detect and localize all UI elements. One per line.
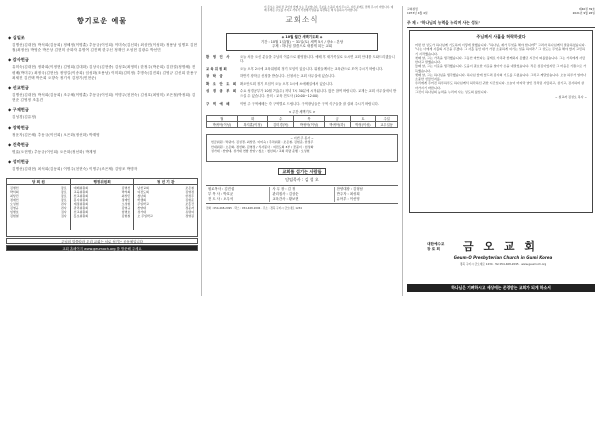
prayer-day: 토 bbox=[350, 116, 376, 122]
news-text: 하반기 장학금 신청을 받습니다. 신청서는 교회 사무실에 있습니다. bbox=[240, 74, 336, 79]
org-role: 친교위원회 bbox=[73, 210, 89, 215]
sermon-paragraph: 둘째 날, 그는 이웃을 생각했습니다. 도움이 필요한 이웃을 찾아가 손을 내밀었습니다. 작은 섬김이었지만 그 마음은 기쁨으로 가득했습니다. bbox=[415, 64, 587, 73]
offering-sections bbox=[6, 35, 198, 172]
news-text: 확오안도회 정기 모임이 오늘 오후 1시에 소예배실에서 있습니다. bbox=[240, 81, 334, 86]
issue-date: 2021년 9월 26일 bbox=[572, 10, 595, 15]
org-row bbox=[74, 214, 131, 218]
prayer-day: 금 bbox=[324, 116, 350, 122]
offering-names: 김병선(김대현) 박석희(김동희) 조주혜(이명훈) 추동규(이인희) 이명주(천현숙) 김성호(최영미) 조은철(박정희) 김현준 김영정 조흥건 bbox=[12, 93, 196, 103]
founding-info bbox=[407, 8, 428, 16]
prayer-day: 월 bbox=[207, 116, 238, 122]
org-role: 박석희 bbox=[10, 190, 19, 195]
news-title: 교회소식 bbox=[285, 15, 319, 24]
prayer-leader: 박귀아(이성) bbox=[294, 122, 325, 128]
service-notice-title: ~ 이번 주 봉사 ~ bbox=[290, 136, 314, 141]
sermon-paragraph: 그것이 하나님의 능력을 누리며 사는 성도의 삶입니다. bbox=[415, 89, 488, 94]
news-label: 구 역 예 배 bbox=[206, 101, 231, 106]
org-header-2: 행정위원회 bbox=[71, 179, 135, 184]
news-text: 수요 성경공부가 10월 7일(수) 저녁 7시 30분에 시작됩니다. 많은 참여 바랍니다. 교재는 교회 사무실에서 받으실 수 있습니다. 문의 : 교육 전도사 (10:00~12:00) bbox=[240, 89, 397, 99]
staff-member: 교육간사 : 황보현 bbox=[272, 196, 299, 201]
staff-heading-text: 교회를 섬기는 사람들 bbox=[278, 168, 325, 175]
offering-heading: ◆ 감사헌금 bbox=[8, 57, 29, 63]
staff-member: 관리집사 : 김상순 bbox=[272, 192, 299, 197]
org-person: 집사 bbox=[60, 210, 67, 215]
prayer-leader: 교우일동 bbox=[376, 122, 398, 128]
offering-column bbox=[6, 8, 198, 251]
org-header-3: 청 년 기 관 bbox=[156, 180, 175, 185]
org-person: 김영정 bbox=[185, 190, 195, 195]
org-role: 오 주일학교 bbox=[137, 214, 153, 219]
staff-member: 부 목 사 : 박호균 bbox=[208, 192, 234, 197]
org-person: 임병호 bbox=[121, 210, 131, 215]
founding-label: 교회설립 bbox=[407, 7, 418, 11]
org-role: 주일학교 bbox=[137, 202, 149, 207]
org-person: 장로 bbox=[60, 194, 67, 199]
sermon-paragraph: 어떤 한 성도가 하나님께 기도하며 이렇게 말했습니다. "하나님, 제가 무엇을 해야 합니까?" 그러자 하나님께서 말씀하셨습니다. bbox=[415, 43, 586, 47]
issue-number: 제40권 39호 bbox=[578, 7, 595, 11]
org-column bbox=[7, 185, 71, 230]
contact-footer: 전화 : 054-468-2095 · 팩스 : 054-468-2096 · 주소 : 경북 구미시 금오대로 1234 bbox=[206, 206, 302, 210]
prayer-leader: 박정(이성) bbox=[350, 122, 376, 128]
news-label: 장 학 금 bbox=[206, 74, 224, 79]
dawn-prayer-theme: 주제 : 하나님 말씀으로 새롭게 되는 교회 bbox=[271, 44, 332, 48]
denomination-line-1: 대한예수교 bbox=[427, 242, 445, 246]
org-role: 김병선 bbox=[10, 186, 19, 191]
offering-names: 김병선(김대현) 최석희(김동희) 이명주(천현숙) 이명주(조은제) 김영조 박명자 bbox=[12, 167, 138, 172]
dawn-prayer-title: ◈ 10월 월간 새벽기도회 ◈ bbox=[281, 35, 323, 39]
church-address: 경북 구미시 금오대로 1234 · Tel 054-468-2095 · www.geumoch.org bbox=[459, 262, 547, 266]
org-row bbox=[137, 214, 194, 218]
staff-member: 반주자 : 최성희 bbox=[336, 192, 360, 197]
yearly-theme: 주 제 : "하나님의 능력을 누리며 사는 성도" bbox=[407, 20, 595, 28]
org-person: 장로 bbox=[60, 198, 67, 203]
org-role: 예배위원회 bbox=[73, 186, 89, 191]
cover-column bbox=[407, 8, 595, 298]
org-role: 성가대 bbox=[137, 210, 147, 215]
org-role: 선교위원회 bbox=[73, 194, 89, 199]
offering-names: 명효(오현명) 추동규(이인희) 오은화(정선화) 박계영 bbox=[12, 149, 97, 154]
prayer-day: 주일 bbox=[376, 116, 398, 122]
news-item bbox=[206, 67, 398, 72]
prayer-table bbox=[206, 115, 398, 128]
news-label: 교육위원회 bbox=[206, 66, 228, 71]
service-notice-line: 헌금위원 : 박귀아, 김성경, 최상민, 이미숙 / 주차위원 : 조은철, 김현준, 한정주 bbox=[211, 140, 314, 145]
prayer-day: 화 bbox=[237, 116, 268, 122]
top-note: 이 주보는 교회 전 교인이 함께 보는 주보입니다. 주보를 소중히 여겨 주시고, 다른 분께도 전해 주시기 바랍니다. 예배 후에는 주보를 가지고 가셔서 가정에서 말씀을 묵상하는 데 사용하시기 바랍니다. bbox=[264, 6, 394, 13]
prayer-leader: 복지훈(이정) bbox=[237, 122, 268, 128]
org-column bbox=[71, 185, 135, 230]
org-role: 재정위원회 bbox=[73, 202, 89, 207]
service-notice-lines bbox=[211, 140, 393, 153]
org-role: 정재인 bbox=[10, 198, 19, 203]
org-column bbox=[134, 185, 197, 230]
org-role: 관리위원회 bbox=[73, 206, 89, 211]
staff-member: 찬양대장 : 김형남 bbox=[336, 187, 363, 192]
offering-names: 정운자(김은혜) 추동규(이인희) 오은화(정선화) 박계영 bbox=[12, 132, 100, 137]
service-notice-line: 안내위원 : 오은화, 정선화, 김영정 / 식사봉사 : 여전도회 3부 / 꽃꽂이 : 임성화 bbox=[211, 144, 314, 149]
org-person: 장로 bbox=[60, 190, 67, 195]
offering-heading: ◆ 성미헌금 bbox=[8, 159, 29, 165]
staff-grid bbox=[206, 185, 398, 203]
church-motto: 하나님은 기뻐하시고 세상에는 존경받는 교회가 되게 하소서 bbox=[407, 284, 595, 292]
news-label: 확 오 안 도 회 bbox=[206, 81, 238, 86]
staff-member: 사 무 장 : 김 정 bbox=[272, 187, 296, 192]
org-role: 남선교회 bbox=[137, 186, 149, 191]
staff-column bbox=[269, 187, 333, 201]
prayer-leader: 박귀아(하) bbox=[324, 122, 350, 128]
church-identity bbox=[407, 236, 595, 276]
org-person: 정재인 bbox=[121, 198, 131, 203]
org-role: 김현철 bbox=[10, 214, 19, 219]
issue-info bbox=[573, 8, 595, 16]
info-bar: 주님의 말씀따라 우리 교회는 서로 섬기는 공동체입니다 bbox=[6, 238, 198, 244]
org-header-1: 당 회 원 bbox=[7, 179, 71, 184]
service-notice-line: 성가대 : 찬양대, 성가대 연합 찬양 / 청소 : 청년회 / 교회 차량 운행 : 오성현 bbox=[211, 148, 310, 153]
organization-grid bbox=[7, 185, 197, 230]
prayer-day: 목 bbox=[294, 116, 325, 122]
staff-member: 원로목사 : 김진섭 bbox=[208, 187, 235, 192]
news-label: 환 영 인 사 bbox=[206, 54, 231, 59]
org-person: 유명여 bbox=[185, 210, 195, 215]
prayer-leader: 박귀아(이성) bbox=[207, 122, 238, 128]
prayer-leaders-row bbox=[207, 122, 398, 128]
org-person: 장로 bbox=[60, 186, 67, 191]
org-person: 집사 bbox=[60, 214, 67, 219]
sermon-title: 주님께서 사흘을 허락하셨다 bbox=[476, 34, 526, 39]
organization-box bbox=[6, 178, 198, 237]
news-text: 오늘 오후 2시에 교육위원회 정기 모임이 있습니다. 위원들께서는 교육관으로 모여 주시기 바랍니다. bbox=[240, 66, 384, 71]
news-list bbox=[206, 55, 398, 107]
news-column bbox=[206, 8, 398, 210]
news-item bbox=[206, 102, 398, 107]
org-role: 학생회 bbox=[137, 198, 147, 203]
org-role: 최상민 bbox=[10, 194, 19, 199]
sermon-body bbox=[415, 43, 587, 94]
org-person: 정운자 bbox=[185, 206, 195, 211]
staff-heading bbox=[206, 169, 398, 175]
offering-title: 향기로운 예물 bbox=[76, 17, 127, 25]
org-person: 한정주 bbox=[185, 194, 195, 199]
offering-names: 김성경(김유정) bbox=[12, 115, 37, 120]
org-person: 김병선 bbox=[121, 186, 131, 191]
staff-member: 전 도 사 : 오우석 bbox=[208, 196, 234, 201]
org-role: 홍보위원회 bbox=[73, 214, 89, 219]
staff-column bbox=[334, 187, 398, 201]
org-role: 김영규 bbox=[10, 206, 19, 211]
org-person: 김현준 bbox=[185, 198, 195, 203]
news-text: 오늘 처음 오신 분들을 주님의 이름으로 환영합니다. 예배 후 새가족실로 오시면 교회 안내를 도와드리겠습니다. bbox=[240, 54, 395, 64]
org-person: 조은철 bbox=[185, 186, 195, 191]
sermon-author: ~ 설교자 김성오 목사 ~ bbox=[554, 95, 587, 99]
news-item bbox=[206, 89, 398, 98]
service-notice-box bbox=[206, 134, 398, 162]
org-person: 권사 bbox=[60, 206, 67, 211]
prayer-day: 수 bbox=[268, 116, 294, 122]
org-person: 박석희 bbox=[121, 190, 131, 195]
staff-column bbox=[206, 187, 269, 201]
news-item bbox=[206, 74, 398, 79]
org-person: 최상민 bbox=[121, 194, 131, 199]
offering-heading: ◆ 구제헌금 bbox=[8, 107, 29, 113]
homepage-bar[interactable]: 교회 홈페이지 www.geumoch.org 를 방문해 주세요 bbox=[6, 245, 198, 251]
sermon-paragraph: 첫째 날, 그는 가족을 생각했습니다. 그동안 바쁘다는 핑계로 가족과 함께하지 못했던 시간이 떠올랐습니다. 그는 가족에게 사랑한다고 말했습니다. bbox=[415, 55, 586, 64]
news-text: 이번 주 구역예배는 각 구역별로 드립니다. 구역장님들은 구역 식구들을 잘 살펴 주시기 바랍니다. bbox=[240, 101, 379, 106]
offering-names: 김병선(김대현) 박석희(김동희) 정혜정(이명훈) 추동규(이인희) 이미숙(김신화) 최상민(이성화) 정용남 임병호 김현철(최정선) 박영순 박은상 김현미 송화자 유명여 김진택 한주신 정재인 오성현 김광수 박선민 bbox=[12, 43, 198, 53]
org-role: 찬양대 bbox=[137, 206, 147, 211]
org-person: 김현철 bbox=[121, 214, 131, 219]
denomination bbox=[427, 242, 444, 252]
prayer-leader: 김미경(목) bbox=[268, 122, 294, 128]
org-row bbox=[10, 214, 67, 218]
org-role: 교육위원회 bbox=[73, 190, 89, 195]
staff-member: 유아부 : 이선영 bbox=[336, 196, 360, 201]
org-person: 권사 bbox=[60, 202, 67, 207]
org-role: 오성현 bbox=[10, 202, 19, 207]
org-role: 청년회 bbox=[137, 194, 147, 199]
org-person: 조흥건 bbox=[185, 202, 195, 207]
denomination-line-2: 장 로 회 bbox=[427, 247, 440, 251]
sermon-box bbox=[409, 30, 593, 213]
column-divider bbox=[201, 6, 202, 296]
org-role: 임병호 bbox=[10, 210, 19, 215]
church-english-name: Geum-O Presbyterian Church in Gumi Korea bbox=[453, 255, 553, 260]
prayer-label: < 주간 새벽기도 > bbox=[288, 110, 316, 115]
dawn-prayer-period: 기간 : 10월 1일(월) ~ 31일(토) 새벽 5시 / 장소 : 본당 bbox=[260, 39, 344, 44]
offering-names: 유미숙(김대현) 정화희(이정현) 김영희(김대화) 김상국(김현중) 김성호(최영미) 한정주(박운희) 김한결(정명혜) 전평배(박미주) 최정국(김현선) 정영길(이송희) 임성화(조용남) 이미희(김미정) 추명숙(김진희) 김영규 김신희 한용구 최세진 김진택 박은희 오향숙 정기석 김정기(민현준) bbox=[12, 65, 198, 80]
sermon-paragraph: "나는 너에게 사흘의 시간을 주겠다. 그 사흘 동안 네가 가장 소중하게 여기는 일을 하여라." 그 성도는 무엇을 해야 할지 고민하기 시작했습니다. bbox=[415, 47, 585, 56]
news-item bbox=[206, 55, 398, 64]
news-label: 성 경 공 부 회 bbox=[206, 89, 238, 94]
sermon-paragraph: 셋째 날, 그는 하나님을 생각했습니다. 하나님 앞에 엎드려 감사의 기도를 드렸습니다. 그리고 깨달았습니다. 오늘 하루가 얼마나 소중한 선물인지를. bbox=[415, 72, 587, 81]
org-person: 오성현 bbox=[121, 202, 131, 207]
news-item bbox=[206, 82, 398, 87]
church-name: 금 오 교 회 bbox=[463, 240, 538, 253]
org-person: 정영길 bbox=[185, 214, 195, 219]
offering-heading: ◆ 장학헌금 bbox=[8, 124, 29, 130]
offering-heading: ◆ 선교헌금 bbox=[8, 85, 29, 91]
org-role: 여전도회 bbox=[137, 190, 149, 195]
founding-date: 1973년 4월 4일 bbox=[407, 10, 428, 15]
sermon-paragraph: 우리에게 주어진 하루하루도 하나님께서 허락하신 귀한 시간입니다. 오늘이 마지막 날인 것처럼 사랑하고, 섬기고, 감사하며 살아가시기 바랍니다. bbox=[415, 81, 585, 90]
offering-heading: ◆ 십일조 bbox=[8, 35, 25, 40]
senior-pastor: 담임목사 : 김 성 오 bbox=[285, 177, 319, 183]
org-role: 봉사위원회 bbox=[73, 198, 89, 203]
org-person: 김영규 bbox=[121, 206, 131, 211]
dawn-prayer-box bbox=[226, 33, 378, 51]
offering-heading: ◆ 건축헌금 bbox=[8, 141, 29, 147]
column-divider bbox=[402, 6, 403, 296]
